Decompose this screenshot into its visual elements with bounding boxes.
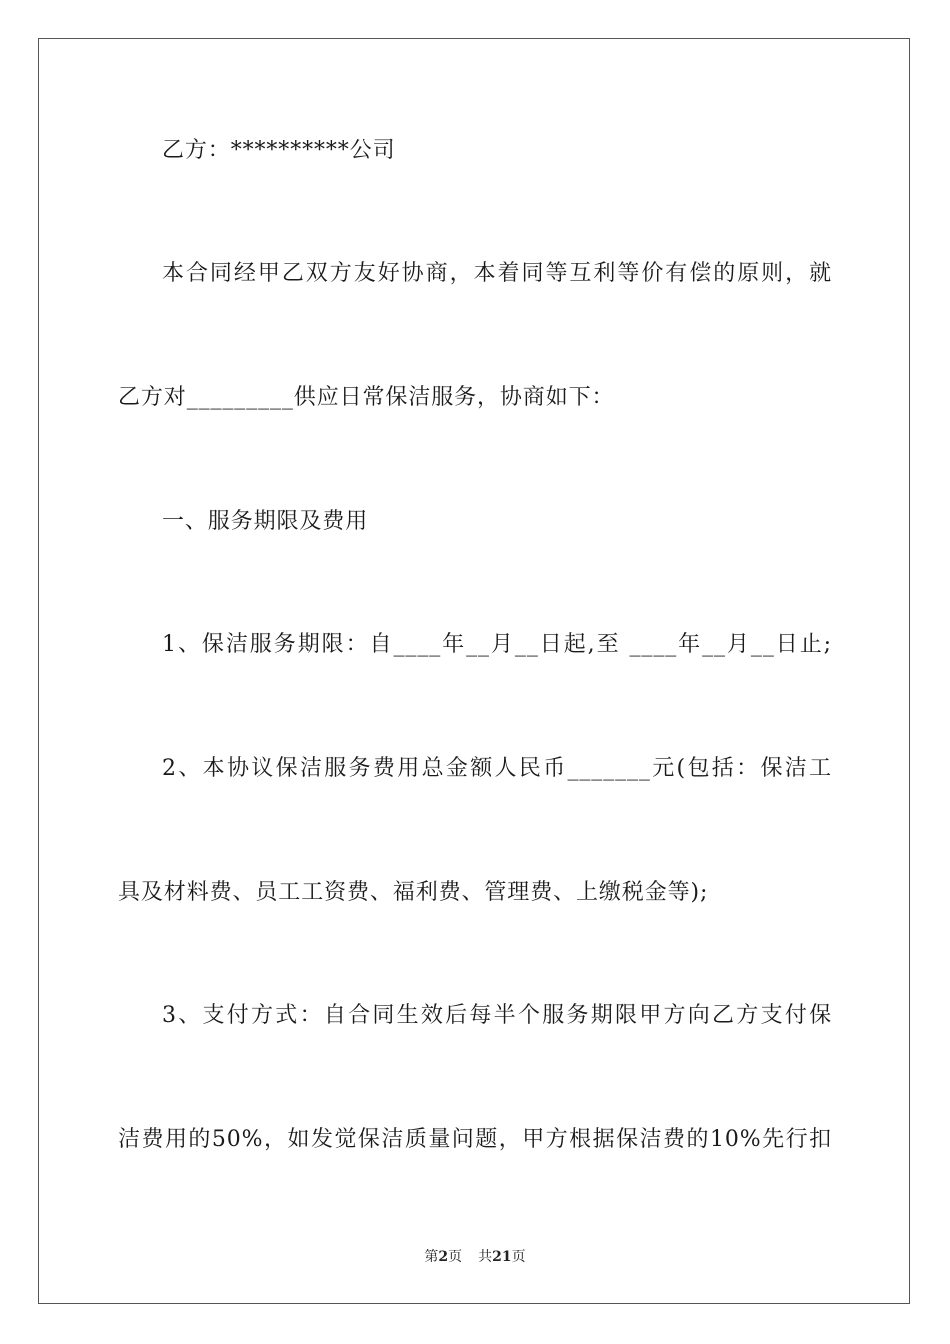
footer-page-prefix: 第 bbox=[424, 1249, 439, 1265]
page-footer bbox=[0, 1247, 950, 1267]
clause-1-service-period: 1、保洁服务期限：自____年__月__日起,至 ____年__月__日止; bbox=[162, 632, 832, 657]
footer-total-suffix: 页 bbox=[511, 1249, 526, 1265]
page-frame bbox=[38, 38, 910, 1304]
clause-2-fee-line-1: 2、本协议保洁服务费用总金额人民币_______元(包括：保洁工 bbox=[162, 756, 832, 781]
footer-total-prefix: 共 bbox=[478, 1249, 493, 1265]
clause-3-payment-line-2: 洁费用的50%，如发觉保洁质量问题，甲方根据保洁费的10%先行扣 bbox=[118, 1127, 832, 1152]
footer-total-pages: 21 bbox=[492, 1249, 512, 1265]
footer-page-number: 2 bbox=[438, 1249, 449, 1265]
footer-page-suffix: 页 bbox=[448, 1249, 463, 1265]
party-b-line: 乙方：**********公司 bbox=[162, 138, 396, 163]
clause-3-payment-line-1: 3、支付方式：自合同生效后每半个服务期限甲方向乙方支付保 bbox=[162, 1003, 832, 1028]
clause-2-fee-line-2: 具及材料费、员工工资费、福利费、管理费、上缴税金等); bbox=[118, 880, 709, 905]
contract-intro-line-2: 乙方对_________供应日常保洁服务，协商如下： bbox=[118, 385, 615, 410]
section-heading-service-term: 一、服务期限及费用 bbox=[162, 509, 369, 534]
contract-intro-line-1: 本合同经甲乙双方友好协商，本着同等互利等价有偿的原则，就 bbox=[162, 261, 832, 286]
